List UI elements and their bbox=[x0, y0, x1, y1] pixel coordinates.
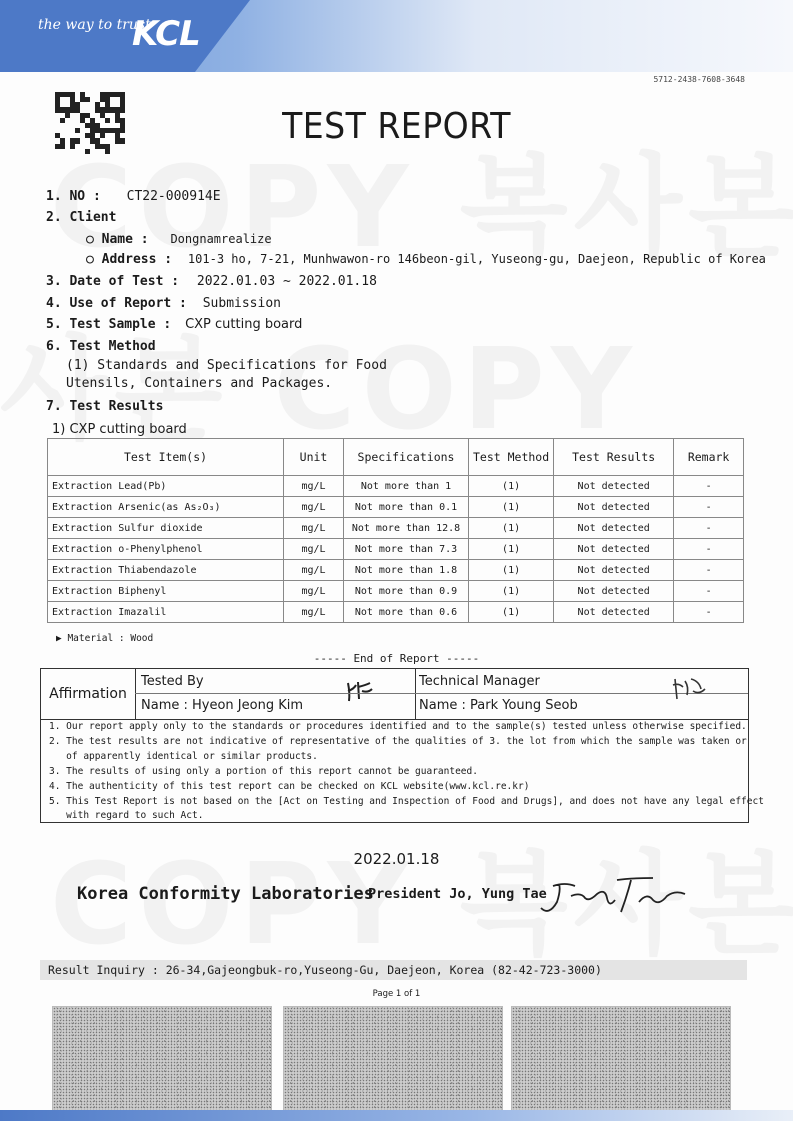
tester-divider bbox=[135, 693, 415, 694]
client-label: 2. Client bbox=[46, 210, 117, 225]
affirmation-divider bbox=[415, 669, 416, 719]
table-cell: mg/L bbox=[284, 602, 344, 623]
client-name bbox=[86, 232, 272, 247]
table-cell: mg/L bbox=[284, 560, 344, 581]
header-cell: Test Results bbox=[554, 439, 674, 476]
table-cell: mg/L bbox=[284, 476, 344, 497]
tester-signature-icon bbox=[346, 679, 376, 703]
date-of-test-value: 2022.01.03 ~ 2022.01.18 bbox=[196, 274, 377, 289]
table-row bbox=[48, 560, 744, 581]
manager-name: Name : Park Young Seob bbox=[419, 698, 578, 713]
table-cell: - bbox=[674, 539, 744, 560]
table-cell: mg/L bbox=[284, 581, 344, 602]
note-line: 4. The authenticity of this test report can be checked on KCL website(www.kcl.re.kr) bbox=[49, 781, 530, 792]
table-cell: Extraction Arsenic(as As₂O₃) bbox=[48, 497, 284, 518]
test-results-label: 7. Test Results bbox=[46, 399, 164, 414]
table-cell: - bbox=[674, 560, 744, 581]
table-cell: Not detected bbox=[554, 560, 674, 581]
end-of-report: ----- End of Report ----- bbox=[313, 652, 480, 665]
page-title: TEST REPORT bbox=[282, 106, 511, 147]
security-pattern bbox=[511, 1006, 731, 1112]
material-note: ▶ Material : Wood bbox=[56, 633, 154, 644]
table-cell: (1) bbox=[469, 476, 554, 497]
affirmation-label: Affirmation bbox=[41, 669, 136, 719]
client-address bbox=[86, 252, 766, 267]
results-table-header bbox=[48, 439, 744, 476]
president-name: President Jo, Yung Tae bbox=[368, 886, 547, 902]
test-results-subtitle: 1) CXP cutting board bbox=[52, 422, 187, 437]
results-table bbox=[47, 438, 744, 623]
table-cell: Not more than 0.6 bbox=[344, 602, 469, 623]
table-cell: Extraction Sulfur dioxide bbox=[48, 518, 284, 539]
security-pattern bbox=[283, 1006, 503, 1112]
table-row bbox=[48, 518, 744, 539]
organization-name: Korea Conformity Laboratories bbox=[77, 884, 374, 904]
test-method-label: 6. Test Method bbox=[46, 339, 156, 354]
table-row bbox=[48, 497, 744, 518]
table-cell: Not more than 1 bbox=[344, 476, 469, 497]
table-cell: Not more than 12.8 bbox=[344, 518, 469, 539]
table-cell: Not detected bbox=[554, 581, 674, 602]
manager-signature-icon bbox=[671, 675, 707, 701]
notes-box bbox=[40, 718, 764, 823]
table-cell: mg/L bbox=[284, 518, 344, 539]
table-row bbox=[48, 539, 744, 560]
manager-title: Technical Manager bbox=[419, 674, 540, 689]
table-cell: - bbox=[674, 581, 744, 602]
table-cell: Extraction Thiabendazole bbox=[48, 560, 284, 581]
use-of-report-value: Submission bbox=[202, 296, 281, 311]
table-cell: Not more than 7.3 bbox=[344, 539, 469, 560]
report-number-label: 1. NO : bbox=[46, 189, 101, 204]
table-row bbox=[48, 476, 744, 497]
table-cell: Extraction Imazalil bbox=[48, 602, 284, 623]
table-cell: (1) bbox=[469, 497, 554, 518]
table-cell: (1) bbox=[469, 581, 554, 602]
table-cell: Not detected bbox=[554, 476, 674, 497]
table-cell: Not detected bbox=[554, 497, 674, 518]
test-sample-label: 5. Test Sample : bbox=[46, 317, 172, 332]
test-method-line-2: Utensils, Containers and Packages. bbox=[66, 376, 333, 391]
header-cell: Test Item(s) bbox=[48, 439, 284, 476]
date-of-test bbox=[46, 274, 377, 289]
table-cell: Extraction Biphenyl bbox=[48, 581, 284, 602]
table-cell: (1) bbox=[469, 518, 554, 539]
slogan: the way to trust bbox=[38, 17, 151, 33]
table-cell: Not more than 0.9 bbox=[344, 581, 469, 602]
note-line: 2. The test results are not indicative of representative of the qualities of 3. the lot from which the sample was taken or bbox=[49, 736, 747, 747]
issue-date: 2022.01.18 bbox=[353, 850, 440, 868]
note-line: 5. This Test Report is not based on the [Act on Testing and Inspection of Food and Drugs], and does not have any legal effect bbox=[49, 796, 764, 807]
tester-name: Name : Hyeon Jeong Kim bbox=[141, 698, 303, 713]
client-name-value: Dongnamrealize bbox=[170, 232, 272, 246]
table-cell: - bbox=[674, 476, 744, 497]
use-of-report-label: 4. Use of Report : bbox=[46, 296, 187, 311]
client-name-label: ○ Name : bbox=[86, 232, 149, 247]
table-cell: Extraction Lead(Pb) bbox=[48, 476, 284, 497]
table-cell: Not detected bbox=[554, 602, 674, 623]
table-cell: Not more than 1.8 bbox=[344, 560, 469, 581]
note-line: 3. The results of using only a portion of this report cannot be guaranteed. bbox=[49, 766, 478, 777]
table-cell: mg/L bbox=[284, 497, 344, 518]
client-address-label: ○ Address : bbox=[86, 252, 173, 267]
table-cell: (1) bbox=[469, 602, 554, 623]
footer-band bbox=[0, 1110, 793, 1121]
security-pattern bbox=[52, 1006, 272, 1112]
page-indicator: Page 1 of 1 bbox=[372, 989, 421, 999]
report-number-value: CT22-000914E bbox=[126, 189, 221, 204]
table-cell: (1) bbox=[469, 539, 554, 560]
table-cell: - bbox=[674, 518, 744, 539]
table-row bbox=[48, 602, 744, 623]
header-cell: Specifications bbox=[344, 439, 469, 476]
report-number bbox=[46, 189, 221, 204]
table-cell: Not more than 0.1 bbox=[344, 497, 469, 518]
note-line: with regard to such Act. bbox=[49, 810, 204, 821]
affirmation-box bbox=[40, 668, 749, 720]
table-row bbox=[48, 581, 744, 602]
test-method-line-1: (1) Standards and Specifications for Food bbox=[66, 358, 387, 373]
header-cell: Remark bbox=[674, 439, 744, 476]
president-signature-icon bbox=[535, 872, 695, 920]
test-sample bbox=[46, 317, 302, 332]
table-cell: Not detected bbox=[554, 539, 674, 560]
table-cell: Extraction o-Phenylphenol bbox=[48, 539, 284, 560]
note-line: of apparently identical or similar products. bbox=[49, 751, 318, 762]
note-line: 1. Our report apply only to the standards or procedures identified and to the sample(s) tested unless otherwise specified. bbox=[49, 721, 747, 732]
client-address-value: 101-3 ho, 7-21, Munhwawon-ro 146beon-gil, Yuseong-gu, Daejeon, Republic of Korea bbox=[187, 252, 766, 266]
use-of-report bbox=[46, 296, 281, 311]
serial-number: 5712-2438-7608-3648 bbox=[653, 75, 745, 84]
tested-by-label: Tested By bbox=[141, 674, 204, 689]
result-inquiry: Result Inquiry : 26-34,Gajeongbuk-ro,Yuseong-Gu, Daejeon, Korea (82-42-723-3000) bbox=[48, 963, 602, 977]
table-cell: Not detected bbox=[554, 518, 674, 539]
table-cell: - bbox=[674, 497, 744, 518]
table-cell: (1) bbox=[469, 560, 554, 581]
test-sample-value: CXP cutting board bbox=[185, 317, 303, 332]
table-cell: - bbox=[674, 602, 744, 623]
header-cell: Test Method bbox=[469, 439, 554, 476]
kcl-logo: KCL bbox=[132, 14, 200, 54]
table-cell: mg/L bbox=[284, 539, 344, 560]
date-of-test-label: 3. Date of Test : bbox=[46, 274, 180, 289]
header-cell: Unit bbox=[284, 439, 344, 476]
